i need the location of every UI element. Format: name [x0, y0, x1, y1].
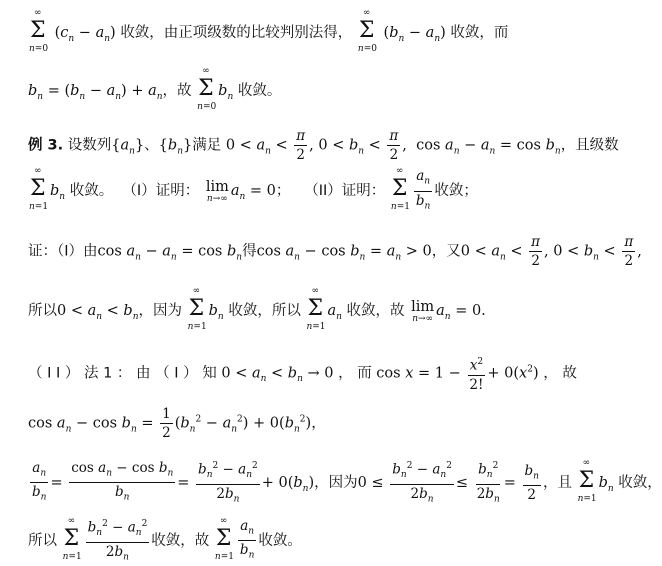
line10-text3: 收敛。 [258, 532, 302, 549]
line2-text2: 收敛。 [237, 83, 282, 99]
sum-symbol: ∞ Σ n=1 [62, 515, 82, 562]
text-line-3: 例 3. 设数列$\{a_n\}$、$\{b_n\}$满足 $0 < a_n$ < $\frac{\pi}{2}$ , $0 < b_n$ < $\frac{\pi}{2}$ , $\cos a_n - a_n = \cos b_n$，且级数 [28, 128, 619, 163]
part1-label: （I）证明： [122, 183, 200, 200]
line5-text3: ，又 [431, 243, 461, 260]
sum-symbol: ∞ Σ n=1 [214, 515, 234, 562]
example-label: 例 3. [28, 137, 64, 154]
text-line-6: 所以$0 < a_n < b_n$，因为 ∞ Σ n=1 $b_n$ 收敛，所以 ∞ Σ n=1 $a_n$ 收敛，故 lim n→∞ $a_n = 0$. [28, 286, 486, 332]
fraction: $\frac{b_n}{2}$ [524, 462, 539, 504]
text-line-8: $\cos a_n - \cos b_n$ = $\frac{1}{2}$ $(b_n^2 - a_n^2) + 0(b_n^2)$， [28, 406, 326, 441]
fraction: $\frac{\pi}{2}$ [389, 128, 399, 163]
example-text3: ，且级数 [560, 137, 619, 154]
sum-symbol: ∞ Σ n=1 [390, 166, 410, 213]
text-line-4: ∞ Σ n=1 $b_n$ 收敛。 （I）证明： lim n→∞ $a_n = 0$； （II）证明： ∞ Σ n=1 $\frac{a_n}{b_n}$ 收敛； [28, 168, 478, 214]
text-line-1: ∞ Σ n=0 $(c_n - a_n)$ 收敛，由正项级数的比较判别法得， ∞ Σ n=0 $(b_n - a_n)$ 收敛，而 [29, 8, 509, 54]
text-line-7: （ I I ） 法 1 ： 由 （ Ⅰ ） 知 $0 < a_n < b_n \to 0$ ， 而 cos x = 1 − $\frac{x^2}{2!}$ + $0(x^2)$ ， 故 [28, 354, 577, 393]
part2-label: （II）证明： [304, 183, 386, 200]
fraction: $\frac{\pi}{2}$ [531, 234, 541, 269]
line5-text1: 证：（I）由 [28, 243, 98, 260]
line1-text1: 收敛，由正项级数的比较判别法得， [120, 25, 353, 41]
sum-symbol: ∞ Σ n=1 [306, 286, 326, 332]
line2-text1: ，故 [162, 83, 192, 99]
line7-text3: ， 故 [543, 365, 577, 382]
fraction: $\frac{x^2}{2!}$ [467, 354, 485, 393]
text-line-10 [28, 516, 302, 566]
line7-text2: ， 而 [338, 365, 372, 382]
fraction: $\frac{1}{2}$ [162, 406, 171, 441]
fraction: $\frac{\pi}{2}$ [624, 234, 634, 269]
sum-symbol: ∞ Σ n=1 [577, 457, 597, 504]
sum-symbol: ∞ Σ n=1 [187, 286, 207, 332]
fraction: $\frac{a_n}{b_n}$ [239, 517, 255, 562]
line5-text2: 得 [242, 243, 257, 260]
sum-symbol: ∞ Σ n=0 [29, 8, 49, 54]
line9-text1: ，因为 [314, 474, 358, 491]
line6-text1: 所以 [28, 303, 57, 319]
fraction: $\frac{\cos a_n - \cos b_n}{b_n}$ [71, 459, 174, 504]
line8-tail: ， [311, 415, 326, 432]
line6-text4: 收敛，故 [346, 303, 405, 319]
limit-symbol: lim n→∞ [411, 298, 435, 324]
limit-symbol: lim n→∞ [205, 178, 229, 204]
sum-symbol: ∞ Σ n=1 [29, 166, 49, 213]
fraction: $\frac{b_n^2 - a_n^2}{2b_n}$ [86, 516, 150, 566]
sum-symbol: ∞ Σ n=0 [357, 8, 377, 54]
fraction: $\frac{a_n}{b_n}$ [415, 168, 431, 212]
fraction: $\frac{a_n}{b_n}$ [32, 459, 47, 504]
sum-symbol: ∞ Σ n=0 [197, 66, 217, 112]
fraction: $\frac{b_n^2}{2b_n}$ [475, 458, 502, 508]
part1-tail: ； [275, 183, 291, 200]
part2-tail: 收敛； [434, 183, 478, 200]
line10-text1: 所以 [28, 532, 57, 549]
fraction: $\frac{\pi}{2}$ [296, 128, 306, 163]
example-text1: 设数列 [67, 137, 112, 154]
fraction: $\frac{b_n^2 - a_n^2}{2b_n}$ [390, 458, 454, 508]
line6-text2: ，因为 [138, 303, 183, 319]
text-line-9: $\frac{a_n}{b_n}$ = $\frac{\cos a_n - \cos b_n}{b_n}$ = $\frac{b_n^2 - a_n^2}{2b_n}$ + $0(b_n)$，因为0 ≤ $\frac{b_n^2 - a_n^2}{2b_n}$ ≤ $\frac{b_n^2}{2b_n}$ = $\frac{b_n}{2}$ ，且 ∞ Σ n=1 $b_n$ 收敛， [28, 458, 662, 508]
text-line-2: $b_n = (b_n - a_n) + a_n$，故 ∞ Σ n=0 $b_n$ 收敛。 [28, 66, 282, 112]
line4-text1: 收敛。 [69, 183, 114, 200]
line7-text1: （ I I ） 法 1 ： 由 （ Ⅰ ） 知 [28, 365, 217, 382]
line1-text2: 收敛，而 [450, 25, 509, 41]
line10-text2: 收敛，故 [151, 532, 210, 549]
text-line-5: 证：（I）由$\cos a_n - a_n = \cos b_n$得$\cos a_n - \cos b_n = a_n > 0$，又$0 < a_n$ < $\frac{\pi}{2}$ , $0 < b_n$ < $\frac{\pi}{2}$ , [28, 234, 642, 269]
example-text2: 满足 [192, 137, 222, 154]
fraction: $\frac{b_n^2 - a_n^2}{2b_n}$ [196, 458, 260, 508]
line9-text2: ，且 [542, 474, 572, 491]
line9-text3: 收敛， [618, 474, 662, 491]
line6-text3: 收敛，所以 [228, 303, 301, 319]
